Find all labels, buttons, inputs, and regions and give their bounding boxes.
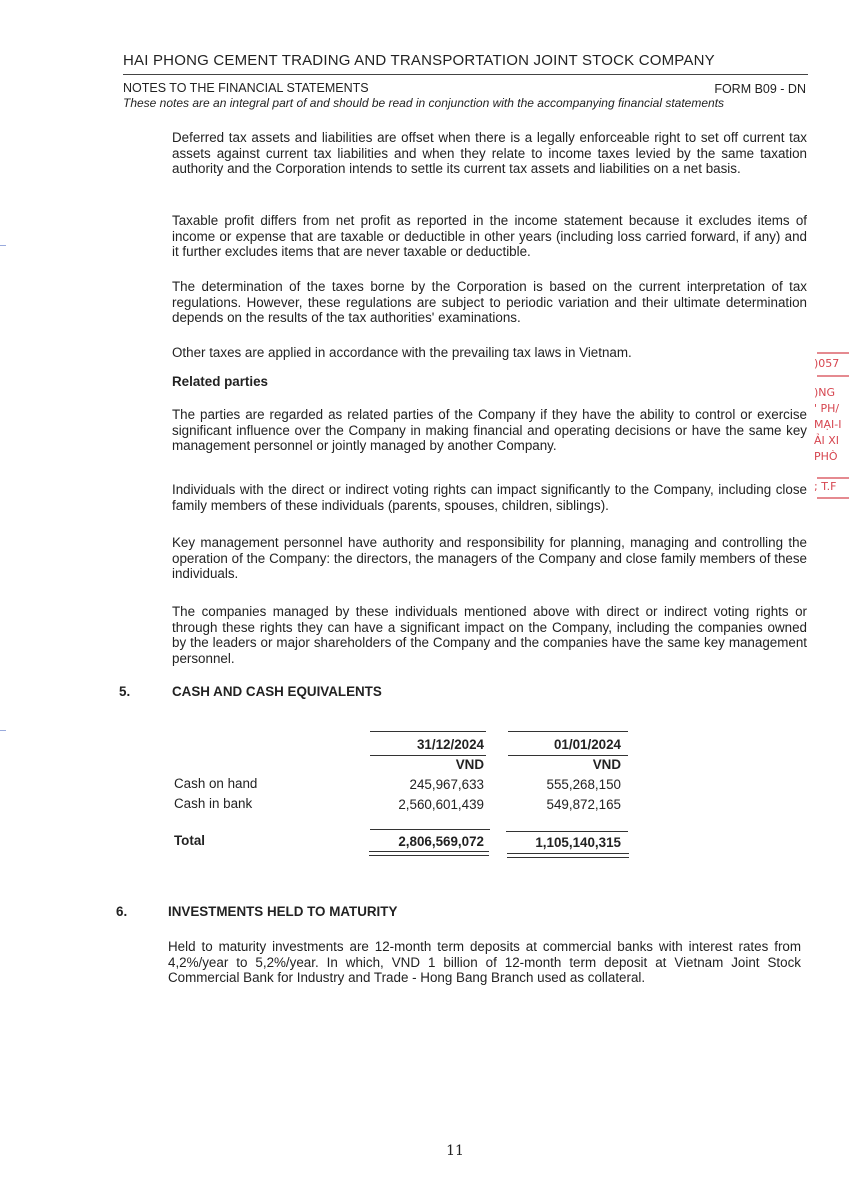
stamp-line: PHÒ bbox=[814, 450, 838, 463]
stamp-line: ' PH/ bbox=[814, 402, 840, 415]
scan-mark bbox=[0, 730, 6, 731]
section-6-title: INVESTMENTS HELD TO MATURITY bbox=[168, 904, 398, 919]
table-row-label: Cash in bank bbox=[174, 796, 253, 811]
stamp-line: MẠI-I bbox=[814, 418, 842, 431]
paragraph-tax-determination: The determination of the taxes borne by the Corporation is based on the current interpretation of tax regulations. However, these regulations are subject to periodic variation and their ultimate determination depends on the results of the tax authorities' examinations. bbox=[172, 279, 807, 326]
notes-title: NOTES TO THE FINANCIAL STATEMENTS bbox=[123, 81, 369, 95]
col2-date: 01/01/2024 bbox=[553, 737, 621, 752]
company-seal bbox=[814, 356, 849, 372]
paragraph-deferred-tax: Deferred tax assets and liabilities are offset when there is a legally enforceable right to set off current tax assets against current tax liabilities and when they relate to income taxes levied by the same taxation authority and the Corporation intends to settle its current tax assets and liabilities on a net basis. bbox=[172, 130, 807, 177]
related-parties-heading: Related parties bbox=[172, 374, 269, 389]
notes-subtitle: These notes are an integral part of and should be read in conjunction with the accompanying financial statements bbox=[123, 96, 725, 110]
stamp-border bbox=[817, 352, 849, 354]
table-cell-value: 245,967,633 bbox=[409, 777, 484, 792]
paragraph-key-management: Key management personnel have authority and responsibility for planning, managing and controlling the operation of the Company: the directors, the managers of the Company and close family members of these individuals. bbox=[172, 535, 807, 582]
col1-currency: VND bbox=[455, 757, 484, 772]
paragraph-held-to-maturity: Held to maturity investments are 12-month term deposits at commercial banks with interest rates from 4,2%/year to 5,2%/year. In which, VND 1 billion of 12-month term deposit at Vietnam Joint Stock Commercial Bank for Industry and Trade - Hong Bang Branch used as collateral. bbox=[168, 939, 801, 986]
header-rule bbox=[123, 74, 808, 75]
section-5-number: 5. bbox=[119, 684, 131, 699]
page-number: 11 bbox=[446, 1143, 464, 1159]
col2-top-rule bbox=[508, 731, 628, 732]
col2-header-rule bbox=[508, 755, 628, 756]
table-cell-value: 2,560,601,439 bbox=[398, 797, 484, 812]
form-number: FORM B09 - DN bbox=[714, 82, 806, 96]
section-5-title: CASH AND CASH EQUIVALENTS bbox=[172, 684, 382, 699]
stamp-line: ; T.F bbox=[814, 480, 837, 493]
paragraph-related-parties: The parties are regarded as related parties of the Company if they have the ability to control or exercise significant influence over the Company in making financial and operating decisions or have the same key management personnel or jointly managed by another Company. bbox=[172, 407, 807, 454]
stamp-line: ẢI XI bbox=[814, 434, 840, 447]
stamp-border bbox=[817, 497, 849, 499]
paragraph-taxable-profit: Taxable profit differs from net profit as reported in the income statement because it excludes items of income or expense that are taxable or deductible in other years (including loss carried forward, if any) and it further excludes items that are never taxable or deductible. bbox=[172, 213, 807, 260]
col2-total-rule bbox=[506, 831, 628, 832]
total-value-col1: 2,806,569,072 bbox=[398, 834, 484, 849]
scan-mark bbox=[0, 245, 6, 246]
col1-total-rule bbox=[370, 829, 490, 830]
col1-double-rule bbox=[369, 851, 489, 856]
total-label: Total bbox=[174, 833, 205, 848]
total-value-col2: 1,105,140,315 bbox=[535, 835, 621, 850]
table-row-label: Cash on hand bbox=[174, 776, 258, 791]
section-6-number: 6. bbox=[116, 904, 128, 919]
col1-header-rule bbox=[370, 755, 486, 756]
col2-double-rule bbox=[507, 853, 629, 858]
paragraph-managed-companies: The companies managed by these individuals mentioned above with direct or indirect voting rights or through these rights they can have a significant impact on the Company, including the companies owned by the leaders or major shareholders of the Company and the companies have the same key management personnel. bbox=[172, 604, 807, 666]
col1-date: 31/12/2024 bbox=[416, 737, 484, 752]
stamp-line: )NG bbox=[814, 386, 836, 399]
table-cell-value: 555,268,150 bbox=[546, 777, 621, 792]
col2-currency: VND bbox=[592, 757, 621, 772]
stamp-line: )057 bbox=[814, 357, 840, 370]
company-seal-footer bbox=[814, 479, 849, 495]
table-cell-value: 549,872,165 bbox=[546, 797, 621, 812]
paragraph-voting-rights: Individuals with the direct or indirect voting rights can impact significantly to the Company, including close family members of these individuals (parents, spouses, children, siblings). bbox=[172, 482, 807, 513]
col1-top-rule bbox=[370, 731, 486, 732]
company-seal-text bbox=[814, 385, 849, 465]
paragraph-other-taxes: Other taxes are applied in accordance with the prevailing tax laws in Vietnam. bbox=[172, 345, 632, 360]
company-name: HAI PHONG CEMENT TRADING AND TRANSPORTATION JOINT STOCK COMPANY bbox=[123, 52, 715, 69]
stamp-border bbox=[817, 375, 849, 377]
